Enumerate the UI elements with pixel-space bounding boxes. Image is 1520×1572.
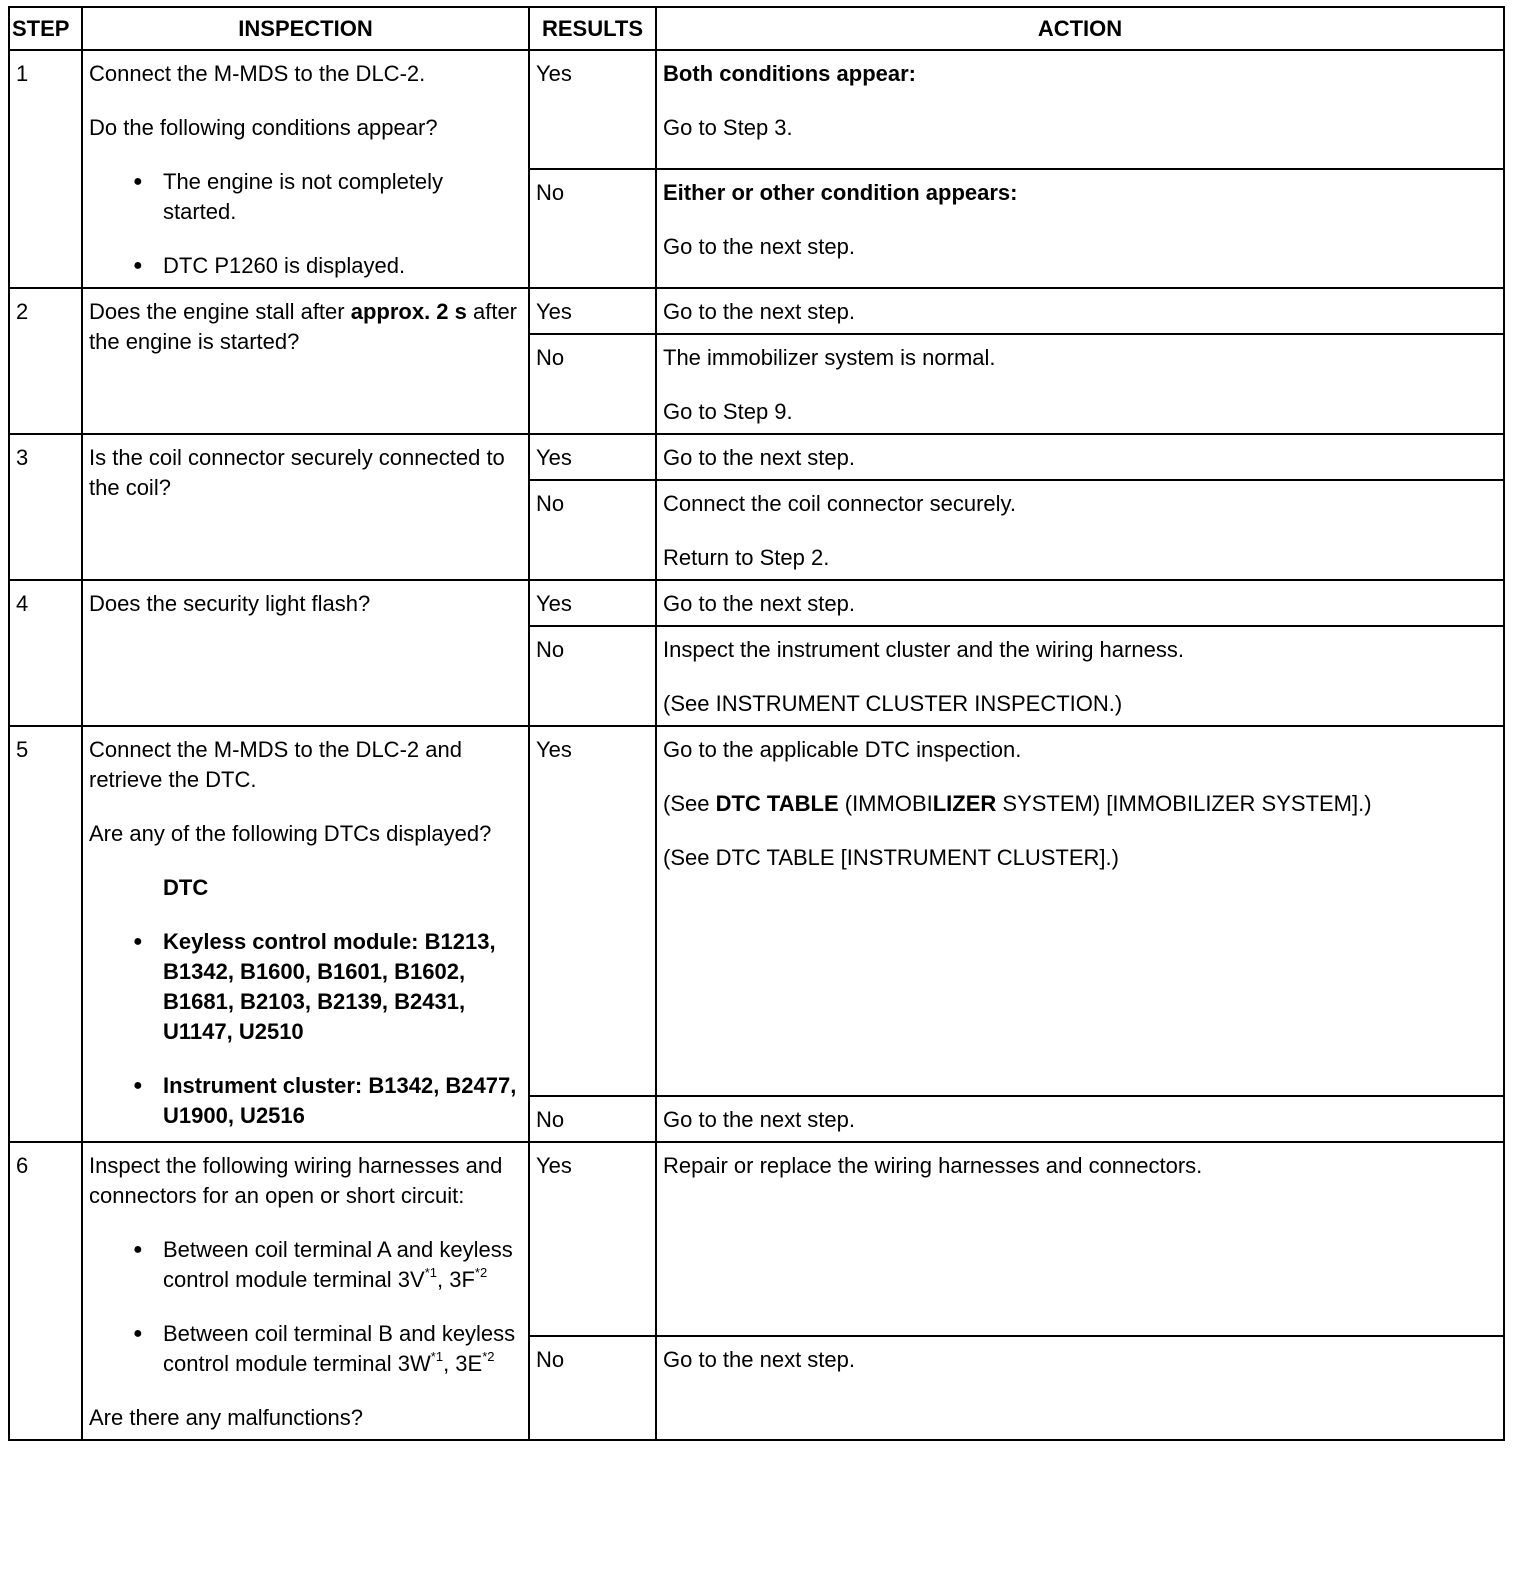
action-text: Go to the next step. xyxy=(656,1336,1504,1440)
action-text: Go to the next step. xyxy=(656,1096,1504,1142)
result-no: No xyxy=(529,626,656,726)
action-text: Go to the applicable DTC inspection. xyxy=(663,737,1022,762)
inspection-cell xyxy=(82,726,529,1142)
action-text: Return to Step 2. xyxy=(663,545,830,570)
inspection-text: Is the coil connector securely connected to the coil? xyxy=(82,434,529,580)
action-text: (See xyxy=(663,791,716,816)
result-no: No xyxy=(529,1096,656,1142)
inspection-text: Does the engine stall after xyxy=(89,299,351,324)
action-cell xyxy=(656,169,1504,288)
action-cell xyxy=(656,334,1504,434)
table-row xyxy=(9,434,1504,480)
step-number: 4 xyxy=(9,580,82,726)
result-yes: Yes xyxy=(529,1142,656,1336)
step-number: 1 xyxy=(9,50,82,288)
footnote-marker: *2 xyxy=(474,1265,488,1280)
step-number: 3 xyxy=(9,434,82,580)
inspection-text: Does the security light flash? xyxy=(82,580,529,726)
action-text: Go to Step 9. xyxy=(663,399,793,424)
bullet-item: ● DTC P1260 is displayed. xyxy=(133,251,522,281)
footnote-marker: *2 xyxy=(482,1349,495,1364)
result-yes: Yes xyxy=(529,434,656,480)
step-number: 5 xyxy=(9,726,82,1142)
action-link-text xyxy=(663,789,1497,819)
action-heading: Either or other condition appears: xyxy=(663,180,1018,205)
inspection-text: Do the following conditions appear? xyxy=(89,115,438,140)
table-row xyxy=(9,288,1504,334)
action-text: Repair or replace the wiring harnesses and connectors. xyxy=(656,1142,1504,1336)
result-yes: Yes xyxy=(529,726,656,1096)
table-row xyxy=(9,726,1504,1096)
dtc-heading: DTC xyxy=(163,875,209,900)
footnote-marker: *1 xyxy=(424,1265,437,1280)
action-text: (See INSTRUMENT CLUSTER INSPECTION.) xyxy=(663,691,1123,716)
action-text: Go to the next step. xyxy=(663,234,856,259)
inspection-emphasis: approx. 2 s xyxy=(350,299,467,324)
action-text: (See DTC TABLE [INSTRUMENT CLUSTER].) xyxy=(663,845,1119,870)
result-no: No xyxy=(529,1336,656,1440)
inspection-text: Connect the M-MDS to the DLC-2. xyxy=(89,61,426,86)
dtc-table-link[interactable]: DTC TABLE xyxy=(715,791,839,816)
inspection-text: Are there any malfunctions? xyxy=(89,1405,363,1430)
inspection-text: after the engine is started? xyxy=(89,299,518,354)
inspection-cell xyxy=(82,288,529,434)
step-number: 6 xyxy=(9,1142,82,1440)
inspection-text: Are any of the following DTCs displayed? xyxy=(89,821,492,846)
footnote-marker: *1 xyxy=(430,1349,444,1364)
inspection-cell xyxy=(82,1142,529,1440)
inspection-text: Connect the M-MDS to the DLC-2 and retrieve the DTC. xyxy=(89,737,462,792)
action-text: The immobilizer system is normal. xyxy=(663,345,996,370)
bullet-item: ● Between coil terminal A and keyless control module terminal $3V^{*1}$, $3F^{*2}$ xyxy=(133,1235,522,1295)
action-heading: Both conditions appear: xyxy=(663,61,916,86)
diagnostic-table xyxy=(8,6,1505,1441)
action-cell xyxy=(656,626,1504,726)
bullet-item: ● Instrument cluster: B1342, B2477, U1900, U2516 xyxy=(133,1071,522,1131)
header-results: RESULTS xyxy=(529,7,656,50)
table-row xyxy=(9,1142,1504,1336)
header-step: STEP xyxy=(9,7,82,50)
action-text: Go to the next step. xyxy=(656,580,1504,626)
result-no: No xyxy=(529,480,656,580)
table-row xyxy=(9,50,1504,169)
bullet-item: ● The engine is not completely started. xyxy=(133,167,522,227)
result-yes: Yes xyxy=(529,288,656,334)
header-action: ACTION xyxy=(656,7,1504,50)
bullet-item: ● Between coil terminal B and keyless control module terminal $3W^{*1}$, $3E^{*2}$ xyxy=(133,1319,522,1379)
action-cell xyxy=(656,726,1504,1096)
result-yes: Yes xyxy=(529,580,656,626)
table-row xyxy=(9,580,1504,626)
inspection-text: Inspect the following wiring harnesses and connectors for an open or short circuit: xyxy=(89,1153,503,1208)
action-cell xyxy=(656,50,1504,169)
action-text: Connect the coil connector securely. xyxy=(663,491,1016,516)
action-text: Go to Step 3. xyxy=(663,115,793,140)
header-row xyxy=(9,7,1504,50)
step-number: 2 xyxy=(9,288,82,434)
action-emphasis: LIZER xyxy=(932,791,997,816)
action-text: (IMMOBI xyxy=(838,791,933,816)
action-text: SYSTEM) [IMMOBILIZER SYSTEM].) xyxy=(996,791,1372,816)
action-text: Inspect the instrument cluster and the wiring harness. xyxy=(663,637,1184,662)
header-inspection: INSPECTION xyxy=(82,7,529,50)
action-text: Go to the next step. xyxy=(656,288,1504,334)
inspection-cell xyxy=(82,50,529,288)
bullet-item: ● Keyless control module: B1213, B1342, B1600, B1601, B1602, B1681, B2103, B2139, B2431, U1147, U2510 xyxy=(133,927,522,1047)
action-cell xyxy=(656,480,1504,580)
action-text: Go to the next step. xyxy=(656,434,1504,480)
result-no: No xyxy=(529,169,656,288)
result-no: No xyxy=(529,334,656,434)
result-yes: Yes xyxy=(529,50,656,169)
